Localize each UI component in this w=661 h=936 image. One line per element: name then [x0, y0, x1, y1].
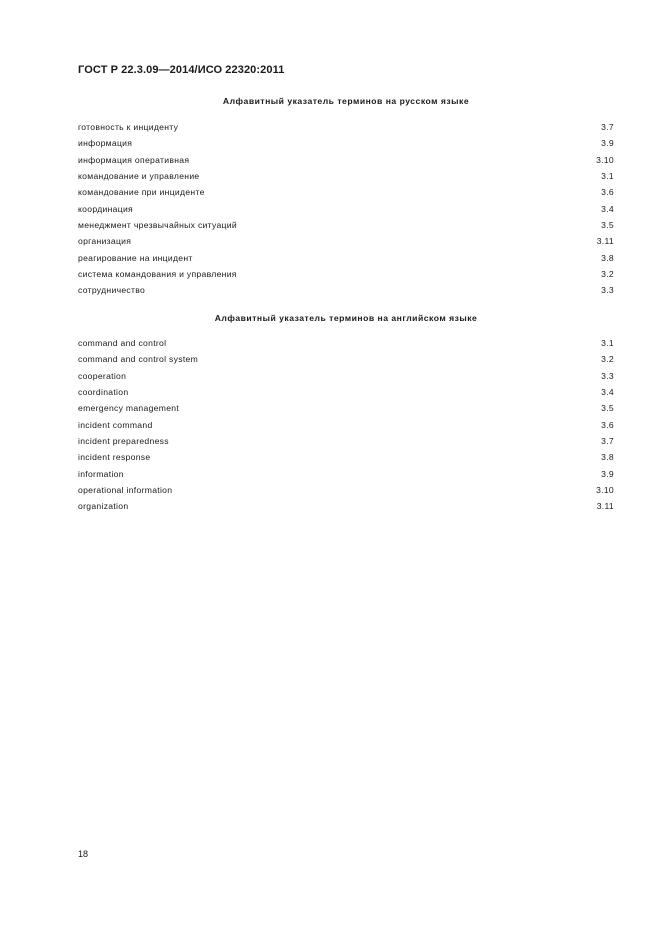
index-entry	[78, 465, 614, 481]
index-ref: 3.7	[601, 122, 614, 133]
index-term: cooperation	[78, 370, 127, 381]
index-term: information	[78, 468, 124, 479]
english-index-list	[78, 335, 614, 514]
index-term: incident preparedness	[78, 435, 169, 446]
index-ref: 3.4	[601, 203, 614, 214]
index-entry	[78, 368, 614, 384]
index-ref: 3.4	[601, 387, 614, 398]
index-entry	[78, 217, 614, 233]
index-entry	[78, 282, 614, 298]
index-ref: 3.1	[601, 338, 614, 349]
index-term: система командования и управления	[78, 268, 237, 279]
index-term: emergency management	[78, 403, 180, 414]
index-ref: 3.9	[601, 138, 614, 149]
index-entry	[78, 233, 614, 249]
index-term: организация	[78, 236, 132, 247]
index-entry	[78, 498, 614, 514]
index-ref: 3.8	[601, 452, 614, 463]
index-entry	[78, 384, 614, 400]
index-term: incident response	[78, 452, 151, 463]
index-ref: 3.11	[596, 236, 614, 247]
index-term: organization	[78, 501, 129, 512]
index-ref: 3.1	[601, 171, 614, 182]
index-entry	[78, 335, 614, 351]
index-entry	[78, 184, 614, 200]
index-entry	[78, 433, 614, 449]
index-entry	[78, 400, 614, 416]
index-ref: 3.3	[601, 285, 614, 296]
index-term: operational information	[78, 484, 173, 495]
index-term: информация оперативная	[78, 154, 190, 165]
index-entry	[78, 351, 614, 367]
index-entry	[78, 249, 614, 265]
index-ref: 3.2	[601, 268, 614, 279]
index-ref: 3.7	[601, 435, 614, 446]
index-entry	[78, 152, 614, 168]
index-term: готовность к инциденту	[78, 122, 179, 133]
index-term: coordination	[78, 387, 129, 398]
index-ref: 3.5	[601, 219, 614, 230]
index-term: координация	[78, 203, 134, 214]
index-entry	[78, 200, 614, 216]
index-ref: 3.11	[596, 501, 614, 512]
index-ref: 3.6	[601, 187, 614, 198]
index-term: реагирование на инцидент	[78, 252, 193, 263]
index-term: command and control	[78, 338, 167, 349]
index-entry	[78, 482, 614, 498]
index-ref: 3.3	[601, 370, 614, 381]
index-entry	[78, 135, 614, 151]
index-entry	[78, 266, 614, 282]
index-entry	[78, 449, 614, 465]
index-term: информация	[78, 138, 133, 149]
index-term: сотрудничество	[78, 285, 146, 296]
index-term: command and control system	[78, 354, 199, 365]
index-ref: 3.2	[601, 354, 614, 365]
page-number: 18	[78, 849, 89, 859]
russian-index-title: Алфавитный указатель терминов на русском языке	[222, 96, 470, 106]
document-header: ГОСТ Р 22.3.09—2014/ИСО 22320:2011	[78, 64, 285, 76]
index-ref: 3.8	[601, 252, 614, 263]
index-term: менеджмент чрезвычайных ситуаций	[78, 219, 237, 230]
index-ref: 3.10	[596, 154, 614, 165]
index-term: командование и управление	[78, 171, 200, 182]
english-index-title: Алфавитный указатель терминов на английском языке	[214, 313, 478, 323]
index-ref: 3.10	[596, 484, 614, 495]
index-entry	[78, 416, 614, 432]
index-ref: 3.9	[601, 468, 614, 479]
russian-index-list	[78, 119, 614, 298]
index-ref: 3.6	[601, 419, 614, 430]
index-term: incident command	[78, 419, 153, 430]
index-entry	[78, 168, 614, 184]
index-term: командование при инциденте	[78, 187, 205, 198]
index-entry	[78, 119, 614, 135]
index-ref: 3.5	[601, 403, 614, 414]
